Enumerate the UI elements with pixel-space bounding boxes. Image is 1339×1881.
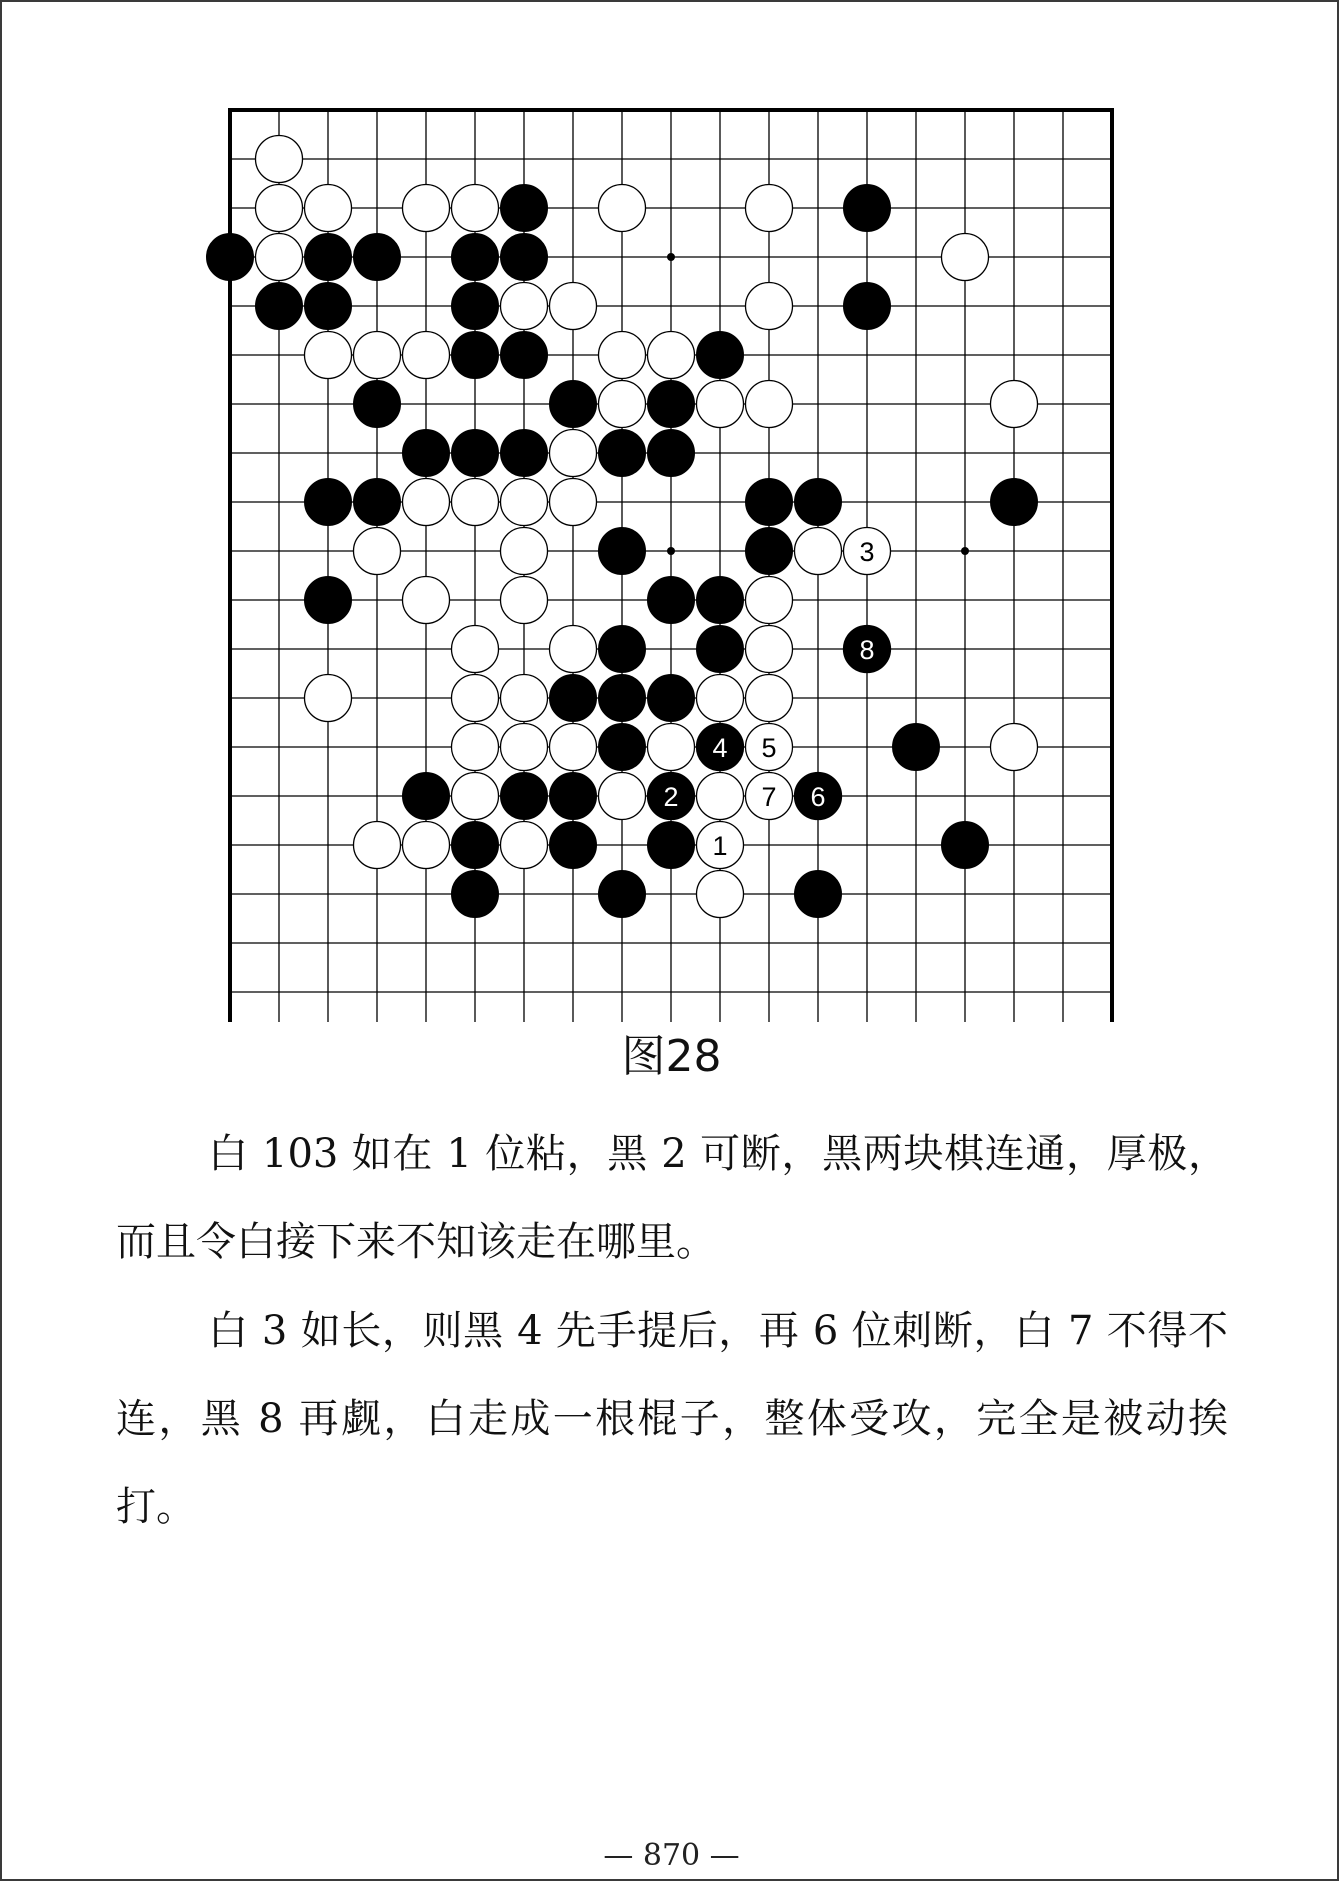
white-stone — [550, 626, 597, 673]
black-stone — [648, 675, 695, 722]
stone-move-number: 1 — [712, 831, 728, 861]
black-stone — [697, 626, 744, 673]
white-stone — [452, 626, 499, 673]
black-stone — [305, 234, 352, 281]
stone-move-number: 6 — [810, 782, 826, 812]
white-stone — [697, 675, 744, 722]
white-stone — [599, 381, 646, 428]
white-stone — [501, 577, 548, 624]
white-stone — [746, 185, 793, 232]
white-stone — [452, 724, 499, 771]
black-stone — [207, 234, 254, 281]
black-stone — [501, 332, 548, 379]
black-stone — [550, 773, 597, 820]
stone-move-number: 4 — [712, 733, 728, 763]
white-stone — [501, 822, 548, 869]
white-stone — [697, 381, 744, 428]
black-stone — [550, 822, 597, 869]
black-stone — [354, 479, 401, 526]
black-stone — [501, 234, 548, 281]
white-stone — [403, 332, 450, 379]
white-stone — [746, 283, 793, 330]
white-stone — [452, 773, 499, 820]
star-point — [961, 547, 969, 555]
white-stone — [942, 234, 989, 281]
black-stone — [305, 577, 352, 624]
figure-caption: 图28 — [621, 1031, 722, 1082]
black-stone — [452, 234, 499, 281]
black-stone — [599, 626, 646, 673]
white-stone — [501, 724, 548, 771]
white-stone — [354, 332, 401, 379]
white-stone — [403, 479, 450, 526]
black-stone — [403, 430, 450, 477]
black-stone — [354, 381, 401, 428]
paragraph-2: 白 3 如长，则黑 4 先手提后，再 6 位刺断，白 7 不得不连，黑 8 再觑，白走成一根棍子，整体受攻，完全是被动挨打。 — [116, 1308, 1228, 1530]
white-stone — [550, 430, 597, 477]
black-stone — [452, 871, 499, 918]
black-stone — [697, 577, 744, 624]
black-stone — [844, 283, 891, 330]
star-point — [667, 547, 675, 555]
black-stone — [599, 724, 646, 771]
black-stone — [648, 822, 695, 869]
black-stone — [501, 430, 548, 477]
white-stone — [403, 822, 450, 869]
black-stone — [501, 185, 548, 232]
black-stone — [452, 283, 499, 330]
white-stone — [550, 479, 597, 526]
white-stone — [599, 773, 646, 820]
white-stone — [452, 185, 499, 232]
white-stone — [501, 528, 548, 575]
black-stone — [550, 675, 597, 722]
white-stone — [452, 479, 499, 526]
black-stone — [403, 773, 450, 820]
white-stone — [354, 528, 401, 575]
white-stone — [746, 675, 793, 722]
white-stone — [305, 185, 352, 232]
black-stone — [452, 430, 499, 477]
black-stone — [599, 528, 646, 575]
star-point — [667, 253, 675, 261]
white-stone — [599, 332, 646, 379]
black-stone — [746, 528, 793, 575]
black-stone — [893, 724, 940, 771]
go-board-diagram — [2, 2, 1339, 1022]
white-stone — [697, 871, 744, 918]
white-stone — [599, 185, 646, 232]
black-stone — [354, 234, 401, 281]
white-stone — [452, 675, 499, 722]
paragraph-1: 白 103 如在 1 位粘，黑 2 可断，黑两块棋连通，厚极，而且令白接下来不知该走在哪里。 — [116, 1131, 1228, 1265]
black-stone — [599, 430, 646, 477]
stone-move-number: 5 — [761, 733, 777, 763]
white-stone — [991, 724, 1038, 771]
black-stone — [746, 479, 793, 526]
black-stone — [452, 332, 499, 379]
white-stone — [256, 136, 303, 183]
white-stone — [403, 577, 450, 624]
white-stone — [403, 185, 450, 232]
black-stone — [648, 381, 695, 428]
stone-move-number: 2 — [663, 782, 679, 812]
black-stone — [697, 332, 744, 379]
black-stone — [599, 871, 646, 918]
black-stone — [256, 283, 303, 330]
black-stone — [991, 479, 1038, 526]
white-stone — [697, 773, 744, 820]
black-stone — [795, 479, 842, 526]
white-stone — [501, 283, 548, 330]
white-stone — [991, 381, 1038, 428]
white-stone — [501, 479, 548, 526]
white-stone — [501, 675, 548, 722]
white-stone — [648, 724, 695, 771]
black-stone — [648, 577, 695, 624]
white-stone — [256, 234, 303, 281]
black-stone — [452, 822, 499, 869]
white-stone — [795, 528, 842, 575]
white-stone — [746, 381, 793, 428]
black-stone — [648, 430, 695, 477]
black-stone — [795, 871, 842, 918]
page-number: — 870 — — [603, 1838, 740, 1873]
black-stone — [501, 773, 548, 820]
white-stone — [256, 185, 303, 232]
white-stone — [746, 577, 793, 624]
white-stone — [550, 724, 597, 771]
white-stone — [746, 626, 793, 673]
black-stone — [550, 381, 597, 428]
stone-move-number: 7 — [761, 782, 777, 812]
white-stone — [305, 332, 352, 379]
stone-move-number: 3 — [859, 537, 875, 567]
black-stone — [305, 479, 352, 526]
black-stone — [942, 822, 989, 869]
black-stone — [844, 185, 891, 232]
white-stone — [550, 283, 597, 330]
white-stone — [648, 332, 695, 379]
stone-move-number: 8 — [859, 635, 875, 665]
black-stone — [599, 675, 646, 722]
white-stone — [305, 675, 352, 722]
white-stone — [354, 822, 401, 869]
black-stone — [305, 283, 352, 330]
